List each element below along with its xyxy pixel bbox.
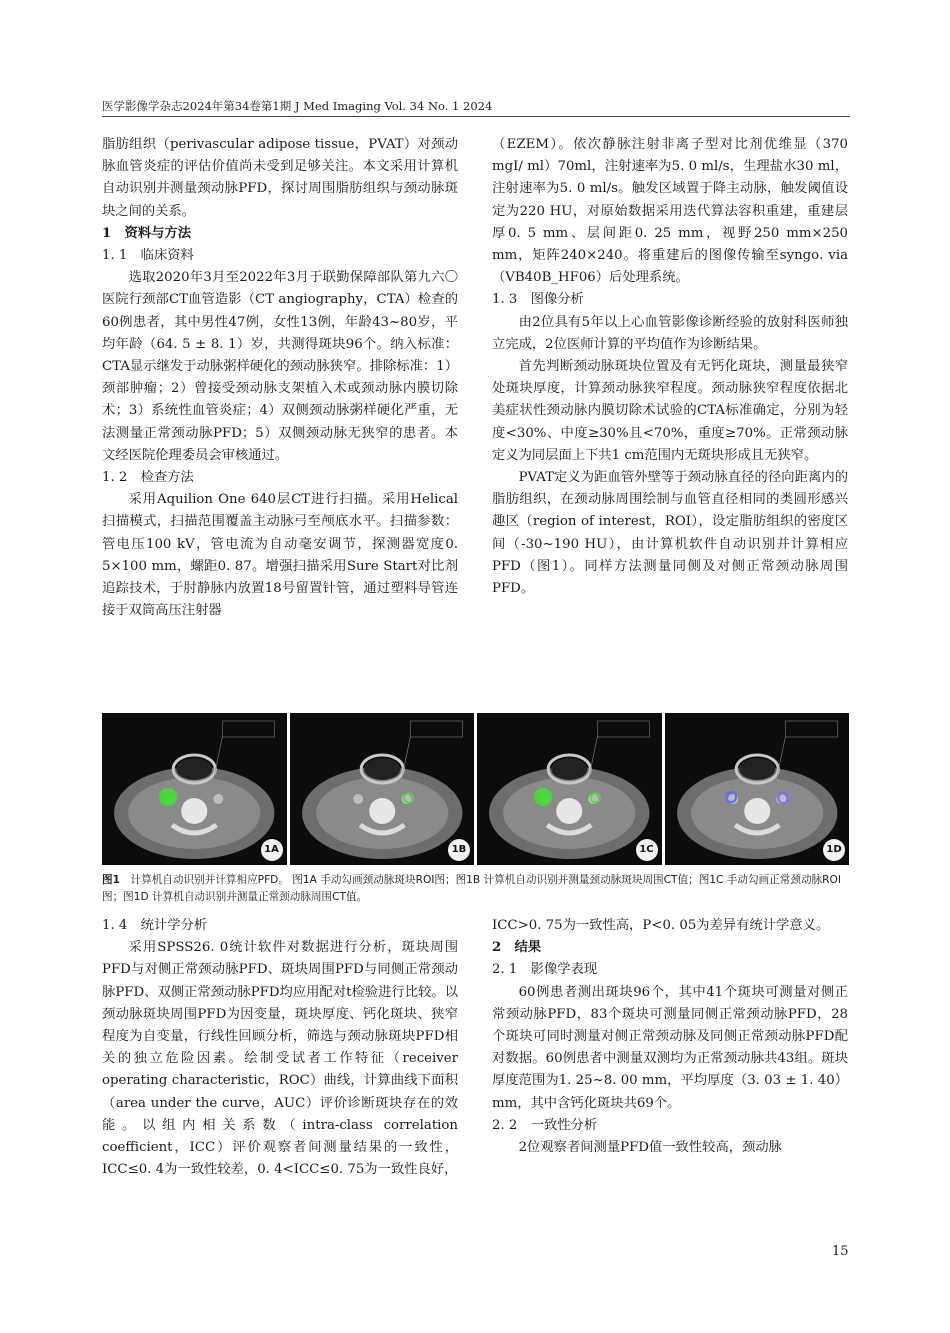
caption-text: 计算机自动识别并计算相应PFD。 图1A 手动勾画颈动脉斑块ROI图；图1B 计算机自动识别并测量颈动脉斑块周围CT值；图1C 手动勾画正常颈动脉ROI图；图1D 计算机自动识别并测量正常颈动脉周围CT值。 <box>102 874 841 903</box>
ct-image <box>290 713 475 865</box>
paragraph: 1. 1 临床资料 <box>102 248 194 264</box>
left-column-bottom <box>102 915 458 1181</box>
paragraph: 2. 2 一致性分析 <box>492 1117 598 1133</box>
ct-panel-1b <box>290 713 475 865</box>
vertebral-body <box>556 798 582 824</box>
paragraph: 采用SPSS26. 0统计软件对数据进行分析，斑块周围PFD与对侧正常颈动脉PFD、斑块周围PFD与同侧正常颈动脉PFD、双侧正常颈动脉PFD均应用配对t检验进行比较。以颈动脉斑块周围PFD为因变量，斑块厚度、钙化斑块、狭窄程度为自变量，行线性回顾分析，筛选与颈动脉斑块PFD相关的独立危险因素。绘制受试者工作特征（receiver operating characteristic，ROC）曲线，计算曲线下面积（area under the curve，AUC）评价诊断斑块存在的效能。以组内相关系数（intra-class correlation coefficient，ICC）评价观察者间测量结果的一致性，ICC≤0. 4为一致性较差，0. 4<ICC≤0. 75为一致性良好， <box>102 940 458 1178</box>
paragraph: 2位观察者间测量PFD值一致性较高，颈动脉 <box>518 1140 782 1156</box>
measurement-readout-box <box>597 721 649 737</box>
paragraph: 1. 3 图像分析 <box>492 292 584 308</box>
carotid-artery-left <box>353 794 363 804</box>
airway <box>176 758 212 780</box>
panel-label: 1C <box>636 839 658 861</box>
paragraph: PVAT定义为距血管外壁等于颈动脉直径的径向距离内的脂肪组织，在颈动脉周围绘制与血管直径相同的类圆形感兴趣区（region of interest，ROI），设定脂肪组织的密度区间（-30~190 HU），由计算机软件自动识别并计算相应PFD（图1）。同样方法测量同侧及对侧正常颈动脉周围PFD。 <box>492 470 848 597</box>
measurement-readout-box <box>410 721 462 737</box>
ct-panel-1a <box>102 713 287 865</box>
header-rule <box>102 116 850 117</box>
section-heading: 1 资料与方法 <box>102 225 192 241</box>
paragraph: ICC>0. 75为一致性高，P<0. 05为差异有统计学意义。 <box>492 918 830 933</box>
figure-1 <box>102 713 849 865</box>
right-column-top <box>492 134 848 600</box>
paragraph: 1. 4 统计学分析 <box>102 918 208 933</box>
page-number: 15 <box>832 1244 849 1259</box>
running-header: 医学影像学杂志2024年第34卷第1期 J Med Imaging Vol. 34 No. 1 2024 <box>102 99 493 113</box>
panel-label: 1B <box>448 839 470 861</box>
section-heading: 2 结果 <box>492 940 542 956</box>
measurement-readout-box <box>222 721 274 737</box>
airway <box>364 758 400 780</box>
ct-image <box>477 713 662 865</box>
plaque-roi-marker <box>159 788 177 806</box>
right-column-bottom <box>492 915 848 1159</box>
carotid-artery-right <box>213 794 223 804</box>
paragraph: 首先判断颈动脉斑块位置及有无钙化斑块，测量最狭窄处斑块厚度，计算颈动脉狭窄程度。颈动脉狭窄程度依据北美症状性颈动脉内膜切除术试验的CTA标准确定，分别为轻度<30%、中度≥30%且<70%，重度≥70%。正常颈动脉定义为同层面上下共1 cm范围内无斑块形成且无狭窄。 <box>492 359 848 463</box>
paragraph: 脂肪组织（perivascular adipose tissue，PVAT）对颈动脉血管炎症的评估价值尚未受到足够关注。本文采用计算机自动识别并测量颈动脉PFD，探讨周围脂肪组织与颈动脉斑块之间的关系。 <box>102 137 458 219</box>
ct-panel-1d <box>665 713 850 865</box>
paragraph: （EZEM）。依次静脉注射非离子型对比剂优维显（370 mgI/ ml）70ml，注射速率为5. 0 ml/s，生理盐水30 ml，注射速率为5. 0 ml/s。触发区域置于降主动脉，触发阈值设定为220 HU，对原始数据采用迭代算法容积重建，重建层厚0. 5 mm、层间距0. 25 mm，视野250 mm×250 mm，矩阵240×240。将重建后的图像传输至syngo. via（VB40B_HF06）后处理系统。 <box>492 137 848 286</box>
figure-caption <box>102 872 849 906</box>
caption-label: 图1 <box>102 874 120 886</box>
plaque-roi-marker <box>534 788 552 806</box>
measurement-readout-box <box>785 721 837 737</box>
paragraph: 选取2020年3月至2022年3月于联勤保障部队第九六〇医院行颈部CT血管造影（CT angiography，CTA）检查的60例患者，其中男性47例，女性13例，年龄43~80岁，平均年龄（64. 5 ± 8. 1）岁，共测得斑块96个。纳入标准：CTA显示继发于动脉粥样硬化的颈动脉狭窄。排除标准：1）颈部肿瘤；2）曾接受颈动脉支架植入术或颈动脉内膜切除术；3）系统性血管炎症；4）双侧颈动脉粥样硬化严重，无法测量正常颈动脉PFD；5）双侧颈动脉无狭窄的患者。本文经医院伦理委员会审核通过。 <box>102 270 458 463</box>
paragraph: 2. 1 影像学表现 <box>492 962 598 978</box>
vertebral-body <box>369 798 395 824</box>
paragraph: 1. 2 检查方法 <box>102 470 194 486</box>
airway <box>551 758 587 780</box>
paragraph: 60例患者测出斑块96个，其中41个斑块可测量对侧正常颈动脉PFD，83个斑块可测量同侧正常颈动脉PFD，28个斑块可同时测量对侧正常颈动脉及同侧正常颈动脉PFD配对数据。60例患者中测量双测均为正常颈动脉共43组。斑块厚度范围为1. 25~8. 00 mm，平均厚度（3. 03 ± 1. 40）mm，其中含钙化斑块共69个。 <box>492 984 848 1111</box>
paragraph: 采用Aquilion One 640层CT进行扫描。采用Helical扫描模式，扫描范围覆盖主动脉弓至颅底水平。扫描参数：管电压100 kV，管电流为自动毫安调节，探测器宽度0. 5×100 mm，螺距0. 87。增强扫描采用Sure Start对比剂追踪技术，于肘静脉内放置18号留置针管，通过塑料导管连接于双筒高压注射器 <box>102 492 458 619</box>
paragraph: 由2位具有5年以上心血管影像诊断经验的放射科医师独立完成，2位医师计算的平均值作为诊断结果。 <box>492 314 848 352</box>
panel-label: 1D <box>823 839 845 861</box>
left-column-top <box>102 134 458 622</box>
vertebral-body <box>744 798 770 824</box>
vertebral-body <box>181 798 207 824</box>
panel-label: 1A <box>261 839 283 861</box>
airway <box>739 758 775 780</box>
ct-image <box>102 713 287 865</box>
ct-image <box>665 713 850 865</box>
ct-panel-1c <box>477 713 662 865</box>
